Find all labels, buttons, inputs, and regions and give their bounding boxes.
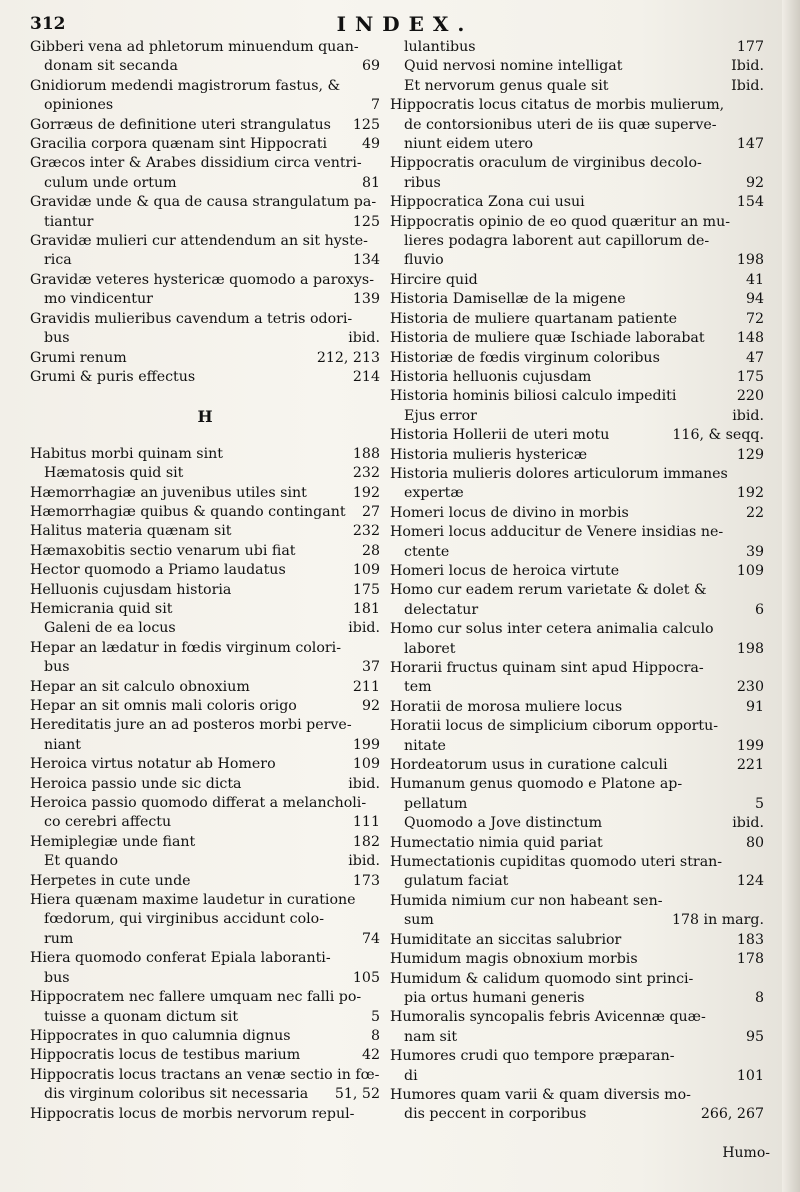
entry-page-ref: 92 — [745, 174, 764, 191]
entry-text: co cerebri affectu — [44, 814, 172, 831]
index-entry — [390, 1047, 764, 1086]
entry-text: lulantibus — [404, 39, 476, 55]
entry-text: Hepar an sit calculo obnoxium — [30, 678, 250, 695]
entry-page-ref: 182 — [352, 833, 380, 850]
entry-page-ref: 212, 213 — [316, 349, 380, 366]
entry-page-ref: 28 — [361, 542, 380, 559]
entry-page-ref: 266, 267 — [700, 1106, 764, 1123]
entry-page-ref: 177 — [736, 39, 764, 55]
entry-text: Gravidæ mulieri cur attendendum an sit hyste- — [30, 233, 368, 250]
index-entry — [390, 814, 764, 833]
index-entry — [30, 1066, 380, 1105]
entry-text: Halitus materia quænam sit — [30, 523, 232, 540]
entry-text: Heroica virtus notatur ab Homero — [30, 756, 276, 773]
entry-page-ref: 111 — [352, 814, 380, 831]
entry-page-ref: 232 — [352, 465, 380, 482]
index-entry — [30, 949, 380, 988]
entry-text: Hæmatosis quid sit — [44, 465, 184, 482]
entry-text: Humores quam varii & quam diversis mo- — [390, 1086, 691, 1103]
entry-text: Horatii de morosa muliere locus — [390, 698, 623, 715]
entry-text: Gracilia corpora quænam sint Hippocrati — [30, 136, 328, 153]
entry-text: gulatum faciat — [404, 873, 509, 890]
entry-text: Homo cur eadem rerum varietate & dolet & — [390, 582, 707, 599]
entry-page-ref: 139 — [352, 291, 380, 308]
entry-text: mo vindicentur — [44, 291, 153, 308]
entry-text: Horarii fructus quinam sint apud Hippocra- — [390, 660, 704, 676]
index-entry — [390, 407, 764, 426]
index-entry — [30, 833, 380, 852]
index-entry — [30, 464, 380, 483]
entry-text: bus — [44, 659, 70, 676]
entry-page-ref: 192 — [736, 485, 764, 502]
entry-page-ref: 116, & seqq. — [672, 427, 764, 444]
index-entry — [30, 755, 380, 774]
entry-page-ref: 178 — [736, 951, 764, 968]
entry-page-ref: ibid. — [732, 815, 764, 832]
entry-text: Humidum magis obnoxium morbis — [390, 951, 638, 968]
index-entry — [390, 717, 764, 756]
entry-text: Galeni de ea locus — [44, 620, 176, 637]
entry-text: Hippocratis locus de testibus marium — [30, 1047, 301, 1064]
entry-text: Humida nimium cur non habeant sen- — [390, 892, 663, 909]
entry-page-ref: 173 — [352, 872, 380, 889]
index-entry — [390, 290, 764, 309]
index-entry — [390, 387, 764, 406]
index-entry — [30, 154, 380, 193]
index-entry — [30, 484, 380, 503]
entry-text: Gravidæ veteres hystericæ quomodo a paroxys- — [30, 271, 374, 288]
entry-page-ref: 221 — [736, 757, 764, 774]
entry-page-ref: 232 — [352, 523, 380, 540]
entry-page-ref: 101 — [736, 1067, 764, 1084]
entry-text: Hæmaxobitis sectio venarum ubi fiat — [30, 542, 296, 559]
entry-text: pia ortus humani generis — [404, 989, 585, 1006]
index-entry — [390, 562, 764, 581]
left-column — [30, 38, 380, 1124]
entry-page-ref: 199 — [736, 737, 764, 754]
entry-text: dis peccent in corporibus — [404, 1106, 587, 1123]
entry-page-ref: Ibid. — [731, 77, 764, 94]
entry-page-ref: 183 — [736, 931, 764, 948]
index-entry — [30, 716, 380, 755]
entry-page-ref: 129 — [736, 446, 764, 463]
entry-text: fœdorum, qui virginibus accidunt colo- — [44, 911, 325, 928]
index-entry — [30, 697, 380, 716]
entry-page-ref: 175 — [736, 368, 764, 385]
index-entry — [30, 271, 380, 310]
entry-page-ref: 109 — [352, 756, 380, 773]
entry-text: Historia de muliere quartanam patiente — [390, 310, 678, 327]
index-entry — [30, 542, 380, 561]
entry-text: Hæmorrhagiæ quibus & quando contingant — [30, 503, 346, 520]
index-entry — [30, 77, 380, 116]
entry-page-ref: ibid. — [348, 620, 380, 637]
entry-text: niant — [44, 736, 81, 753]
index-entry — [30, 1046, 380, 1065]
entry-text: opiniones — [44, 97, 114, 114]
entry-page-ref: 74 — [361, 930, 380, 947]
index-entry — [30, 503, 380, 522]
entry-page-ref: 214 — [352, 368, 380, 385]
entry-page-ref: 47 — [745, 349, 764, 366]
index-entry — [30, 678, 380, 697]
entry-text: lieres podagra laborent aut capillorum de- — [404, 233, 710, 250]
entry-page-ref: 72 — [745, 310, 764, 327]
entry-text: di — [404, 1067, 418, 1084]
index-entry — [390, 426, 764, 445]
entry-text: Hiera quænam maxime laudetur in curatione — [30, 892, 356, 909]
index-entry — [390, 950, 764, 969]
entry-page-ref: 175 — [352, 581, 380, 598]
entry-text: delectatur — [404, 601, 479, 618]
entry-page-ref: 41 — [745, 271, 764, 288]
entry-text: Gnidiorum medendi magistrorum fastus, & — [30, 77, 341, 94]
entry-text: Humectatio nimia quid pariat — [390, 834, 603, 851]
entry-page-ref: 220 — [736, 388, 764, 405]
entry-text: nitate — [404, 737, 446, 754]
section-letter: H — [197, 407, 213, 427]
index-entry — [390, 659, 764, 698]
entry-text: Hippocratem nec fallere umquam nec falli po- — [30, 989, 362, 1006]
entry-page-ref: 8 — [754, 989, 764, 1006]
entry-text: Historiæ de fœdis virginum coloribus — [390, 349, 660, 366]
entry-text: Historia helluonis cujusdam — [390, 368, 592, 385]
index-entry — [30, 600, 380, 619]
entry-page-ref: 125 — [352, 213, 380, 230]
entry-text: Quomodo a Jove distinctum — [404, 815, 603, 832]
page-edge — [782, 0, 800, 1192]
entry-text: niunt eidem utero — [404, 136, 534, 153]
index-entry — [390, 698, 764, 717]
entry-text: expertæ — [404, 485, 464, 502]
entry-text: Ejus error — [404, 407, 477, 424]
entry-page-ref: 230 — [736, 679, 764, 696]
entry-text: Græcos inter & Arabes dissidium circa ventri- — [30, 155, 362, 172]
entry-text: Hæmorrhagiæ an juvenibus utiles sint — [30, 484, 307, 501]
entry-page-ref: 91 — [745, 698, 764, 715]
entry-page-ref: ibid. — [348, 775, 380, 792]
index-entry — [30, 522, 380, 541]
index-entry — [30, 639, 380, 678]
entry-text: Historia Damisellæ de la migene — [390, 291, 626, 308]
entry-page-ref: 192 — [352, 484, 380, 501]
entry-text: tiantur — [44, 213, 94, 230]
entry-page-ref: 178 in marg. — [671, 912, 764, 929]
entry-text: tuisse a quonam dictum sit — [44, 1008, 239, 1025]
entry-text: de contorsionibus uteri de iis quæ superve- — [404, 116, 717, 133]
index-entry — [390, 310, 764, 329]
entry-text: Hiera quomodo conferat Epiala laboranti- — [30, 950, 331, 967]
entry-page-ref: 8 — [370, 1027, 380, 1044]
page-header — [30, 14, 780, 38]
index-entry — [390, 193, 764, 212]
index-entry — [30, 193, 380, 232]
index-entry — [390, 213, 764, 271]
entry-page-ref: 198 — [736, 640, 764, 657]
index-entry — [30, 852, 380, 871]
index-entry — [30, 775, 380, 794]
entry-text: Grumi & puris effectus — [30, 368, 196, 385]
entry-text: Gravidis mulieribus cavendum a tetris odori- — [30, 310, 353, 327]
entry-text: Helluonis cujusdam historia — [30, 581, 232, 598]
index-entry — [390, 1086, 764, 1125]
index-entry — [390, 271, 764, 290]
entry-page-ref: 199 — [352, 736, 380, 753]
entry-text: Hordeatorum usus in curatione calculi — [390, 757, 668, 774]
index-entry — [30, 116, 380, 135]
entry-page-ref: 5 — [370, 1008, 380, 1025]
index-entry — [390, 756, 764, 775]
index-entry — [390, 523, 764, 562]
index-entry — [30, 445, 380, 464]
page-number: 312 — [30, 14, 66, 34]
index-entry — [390, 1008, 764, 1047]
index-entry — [390, 77, 764, 96]
entry-page-ref: 147 — [736, 136, 764, 153]
entry-page-ref: 6 — [754, 601, 764, 618]
index-entry — [390, 775, 764, 814]
entry-text: Et nervorum genus quale sit — [404, 77, 609, 94]
entry-page-ref: 154 — [736, 194, 764, 211]
entry-page-ref: 5 — [754, 795, 764, 812]
index-entry — [390, 57, 764, 76]
entry-text: Heroica passio unde sic dicta — [30, 775, 242, 792]
index-entry — [30, 38, 380, 77]
entry-text: bus — [44, 969, 70, 986]
entry-text: Grumi renum — [30, 349, 127, 366]
entry-text: Hector quomodo a Priamo laudatus — [30, 562, 286, 579]
index-entry — [390, 154, 764, 193]
entry-text: nam sit — [404, 1028, 458, 1045]
entry-text: donam sit secanda — [44, 58, 178, 75]
entry-page-ref: 7 — [370, 97, 380, 114]
entry-page-ref: 181 — [352, 600, 380, 617]
entry-page-ref: 188 — [352, 445, 380, 462]
entry-page-ref: 134 — [352, 252, 380, 269]
index-entry — [30, 794, 380, 833]
entry-page-ref: 92 — [361, 698, 380, 714]
entry-text: dis virginum coloribus sit necessaria — [44, 1086, 309, 1103]
index-entry — [390, 970, 764, 1009]
entry-text: Hemiplegiæ unde fiant — [30, 833, 196, 850]
entry-text: Historia mulieris dolores articulorum immanes — [390, 465, 728, 482]
entry-text: Historia de muliere quæ Ischiade laborabat — [390, 330, 705, 347]
entry-text: Homeri locus de heroica virtute — [390, 562, 620, 579]
index-entry — [30, 232, 380, 271]
entry-text: Humanum genus quomodo e Platone ap- — [390, 776, 683, 793]
entry-text: Hippocratica Zona cui usui — [390, 194, 585, 211]
entry-text: Homo cur solus inter cetera animalia calculo — [390, 621, 714, 638]
index-entry — [390, 349, 764, 368]
entry-page-ref: 125 — [352, 116, 380, 133]
index-entry — [30, 349, 380, 368]
entry-text: Historia mulieris hystericæ — [390, 446, 588, 463]
entry-page-ref: 80 — [745, 834, 764, 851]
entry-page-ref: 42 — [361, 1047, 380, 1064]
entry-text: Et quando — [44, 853, 119, 870]
entry-text: Horatii locus de simplicium ciborum opportu- — [390, 718, 719, 735]
index-entry — [30, 1027, 380, 1046]
entry-page-ref: 37 — [361, 659, 380, 676]
entry-text: Gravidæ unde & qua de causa strangulatum pa- — [30, 194, 377, 211]
entry-text: Heroica passio quomodo differat a melancholi- — [30, 795, 367, 812]
index-entry — [390, 620, 764, 659]
entry-page-ref: 27 — [361, 503, 380, 520]
entry-text: Hippocratis locus tractans an venæ sectio in fœ- — [30, 1066, 380, 1083]
entry-text: Hippocratis locus citatus de morbis mulierum, — [390, 97, 725, 114]
entry-text: Hippocratis opinio de eo quod quæritur an mu- — [390, 213, 731, 230]
entry-page-ref: 81 — [361, 174, 380, 191]
index-entry — [390, 504, 764, 523]
entry-text: culum unde ortum — [44, 174, 177, 191]
entry-text: bus — [44, 330, 70, 347]
entry-page-ref: ibid. — [732, 407, 764, 424]
entry-page-ref: ibid. — [348, 853, 380, 870]
entry-text: fluvio — [404, 252, 444, 269]
index-entry — [30, 1105, 380, 1124]
entry-text: rica — [44, 252, 72, 269]
entry-text: Hepar an lædatur in fœdis virginum colori- — [30, 639, 341, 656]
entry-page-ref: 69 — [361, 58, 380, 75]
entry-text: ribus — [404, 174, 441, 191]
entry-page-ref: 94 — [745, 291, 764, 308]
entry-page-ref: 198 — [736, 252, 764, 269]
entry-text: Humectationis cupiditas quomodo uteri stran- — [390, 854, 723, 871]
index-entry — [390, 834, 764, 853]
entry-text: Historia Hollerii de uteri motu — [390, 427, 610, 444]
entry-text: tem — [404, 679, 432, 696]
entry-page-ref: 49 — [361, 136, 380, 153]
entry-page-ref: 109 — [736, 562, 764, 579]
index-entry — [390, 465, 764, 504]
entry-page-ref: 22 — [745, 504, 764, 521]
index-entry — [30, 310, 380, 349]
entry-text: Quid nervosi nomine intelligat — [404, 58, 623, 75]
index-entry — [30, 581, 380, 600]
entry-text: Homeri locus de divino in morbis — [390, 504, 629, 521]
index-entry — [30, 891, 380, 949]
entry-page-ref: 211 — [352, 678, 380, 695]
entry-text: rum — [44, 930, 74, 947]
entry-text: Hepar an sit omnis mali coloris origo — [30, 698, 297, 714]
entry-text: Historia hominis biliosi calculo impediti — [390, 388, 677, 405]
entry-page-ref: 105 — [352, 969, 380, 986]
index-entry — [30, 988, 380, 1027]
entry-text: Hircire quid — [390, 271, 478, 288]
index-entry — [390, 96, 764, 154]
index-entry — [30, 619, 380, 638]
entry-text: Gibberi vena ad phletorum minuendum quan- — [30, 39, 359, 55]
entry-text: Hippocratis oraculum de virginibus decolo- — [390, 155, 702, 172]
entry-text: Gorræus de definitione uteri strangulatus — [30, 116, 331, 133]
entry-text: Habitus morbi quinam sint — [30, 445, 223, 462]
entry-page-ref: 95 — [745, 1028, 764, 1045]
entry-text: Herpetes in cute unde — [30, 872, 191, 889]
page-title: INDEX. — [336, 12, 474, 36]
entry-page-ref: 124 — [736, 873, 764, 890]
entry-text: Homeri locus adducitur de Venere insidias ne- — [390, 524, 724, 541]
index-entry — [390, 931, 764, 950]
entry-page-ref: 109 — [352, 562, 380, 579]
index-entry — [30, 561, 380, 580]
index-entry — [390, 329, 764, 348]
index-entry — [390, 581, 764, 620]
entry-text: Hippocratis locus de morbis nervorum repul- — [30, 1105, 355, 1122]
entry-page-ref: Ibid. — [731, 58, 764, 75]
index-entry — [390, 38, 764, 57]
index-entry — [390, 892, 764, 931]
entry-page-ref: 51, 52 — [334, 1086, 380, 1103]
entry-text: Humores crudi quo tempore præparan- — [390, 1048, 675, 1065]
entry-text: Humidum & calidum quomodo sint princi- — [390, 970, 694, 987]
index-entry — [390, 368, 764, 387]
entry-text: Hemicrania quid sit — [30, 600, 173, 617]
entry-text: pellatum — [404, 795, 468, 812]
entry-page-ref: 39 — [745, 543, 764, 560]
entry-text: ctente — [404, 543, 450, 560]
index-entry — [30, 368, 380, 387]
index-entry — [30, 872, 380, 891]
right-column — [390, 38, 764, 1125]
catchword: Humo- — [722, 1145, 770, 1161]
entry-text: sum — [404, 912, 434, 929]
entry-page-ref: 148 — [736, 330, 764, 347]
entry-text: Hippocrates in quo calumnia dignus — [30, 1027, 291, 1044]
entry-text: Hereditatis jure an ad posteros morbi perve- — [30, 717, 352, 734]
index-entry — [390, 446, 764, 465]
index-entry — [390, 853, 764, 892]
entry-text: Humiditate an siccitas salubrior — [390, 931, 622, 948]
index-entry — [30, 135, 380, 154]
entry-text: laboret — [404, 640, 456, 657]
entry-text: Humoralis syncopalis febris Avicennæ quæ- — [390, 1009, 706, 1026]
entry-page-ref: ibid. — [348, 330, 380, 347]
